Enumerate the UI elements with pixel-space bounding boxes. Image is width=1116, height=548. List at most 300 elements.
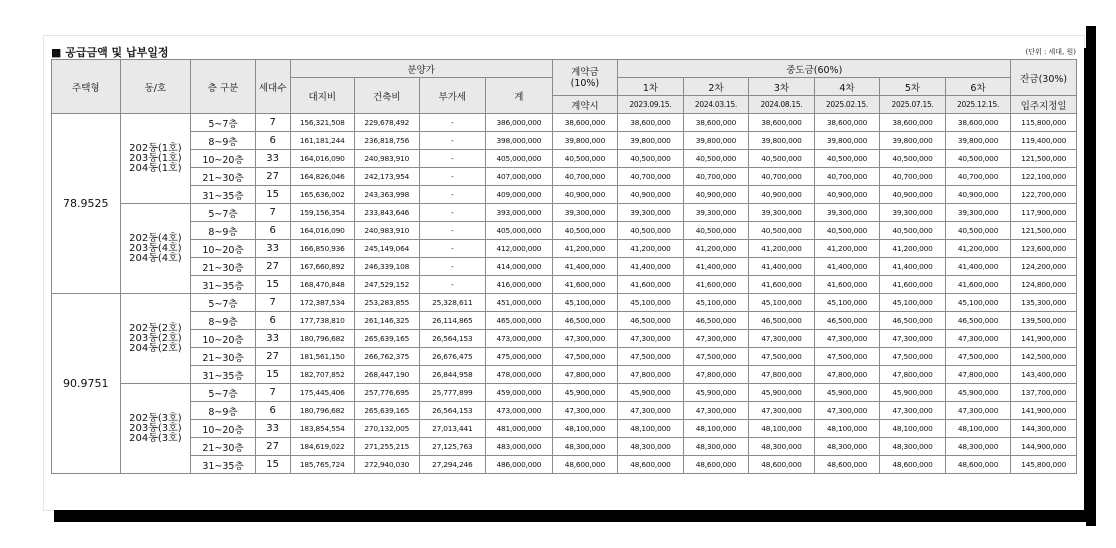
- households-cell: 15: [255, 186, 290, 204]
- amount-cell: 38,600,000: [683, 114, 749, 132]
- amount-cell: 39,800,000: [552, 132, 618, 150]
- amount-cell: 40,500,000: [880, 222, 946, 240]
- amount-cell: 41,400,000: [683, 258, 749, 276]
- amount-cell: 41,200,000: [814, 240, 880, 258]
- amount-cell: 266,762,375: [355, 348, 420, 366]
- table-row: [52, 456, 1077, 474]
- amount-cell: 414,000,000: [486, 258, 553, 276]
- amount-cell: 486,000,000: [486, 456, 553, 474]
- header-balance-when: 입주지정일: [1011, 96, 1077, 114]
- amount-cell: 39,300,000: [814, 204, 880, 222]
- header-interim-3: 3차: [749, 78, 815, 96]
- amount-cell: 40,500,000: [749, 150, 815, 168]
- amount-cell: 47,800,000: [683, 366, 749, 384]
- header-deposit-pct: (10%): [570, 77, 600, 89]
- dong-label: 202동(2호): [129, 322, 182, 334]
- households-cell: 33: [255, 240, 290, 258]
- amount-cell: 473,000,000: [486, 402, 553, 420]
- amount-cell: 47,300,000: [683, 402, 749, 420]
- amount-cell: 39,800,000: [945, 132, 1011, 150]
- amount-cell: 143,400,000: [1011, 366, 1077, 384]
- amount-cell: 48,300,000: [552, 438, 618, 456]
- amount-cell: 47,300,000: [814, 330, 880, 348]
- households-cell: 33: [255, 150, 290, 168]
- floor-cell: 10~20층: [191, 240, 256, 258]
- header-vat: 부가세: [419, 78, 486, 114]
- header-interim-date-3: 2024.08.15.: [749, 96, 815, 114]
- amount-cell: 478,000,000: [486, 366, 553, 384]
- amount-cell: 40,500,000: [552, 222, 618, 240]
- amount-cell: 386,000,000: [486, 114, 553, 132]
- dong-cell: [120, 204, 191, 294]
- amount-cell: 240,983,910: [355, 222, 420, 240]
- amount-cell: 26,114,865: [419, 312, 486, 330]
- table-row: [52, 222, 1077, 240]
- amount-cell: 39,800,000: [880, 132, 946, 150]
- amount-cell: 265,639,165: [355, 330, 420, 348]
- amount-cell: 122,700,000: [1011, 186, 1077, 204]
- table-row: [52, 186, 1077, 204]
- amount-cell: 47,300,000: [749, 402, 815, 420]
- dong-label: 202동(4호): [129, 232, 182, 244]
- amount-cell: 41,600,000: [814, 276, 880, 294]
- amount-cell: 45,100,000: [552, 294, 618, 312]
- amount-cell: 47,300,000: [552, 402, 618, 420]
- amount-cell: 27,294,246: [419, 456, 486, 474]
- amount-cell: 45,100,000: [618, 294, 684, 312]
- amount-cell: 47,800,000: [814, 366, 880, 384]
- header-deposit-when: 계약시: [552, 96, 618, 114]
- table-row: [52, 402, 1077, 420]
- amount-cell: 164,016,090: [290, 150, 355, 168]
- dong-label: 204동(1호): [129, 162, 182, 174]
- amount-cell: 247,529,152: [355, 276, 420, 294]
- amount-cell: 45,100,000: [683, 294, 749, 312]
- amount-cell: 135,300,000: [1011, 294, 1077, 312]
- households-cell: 27: [255, 438, 290, 456]
- floor-cell: 8~9층: [191, 222, 256, 240]
- amount-cell: 265,639,165: [355, 402, 420, 420]
- amount-cell: 180,796,682: [290, 330, 355, 348]
- amount-cell: 47,800,000: [880, 366, 946, 384]
- amount-cell: 465,000,000: [486, 312, 553, 330]
- amount-cell: 41,400,000: [552, 258, 618, 276]
- amount-cell: 48,600,000: [618, 456, 684, 474]
- amount-cell: 47,300,000: [880, 330, 946, 348]
- page-title: ■ 공급금액 및 납부일정: [51, 46, 169, 59]
- amount-cell: 38,600,000: [552, 114, 618, 132]
- amount-cell: 175,445,406: [290, 384, 355, 402]
- amount-cell: 40,500,000: [618, 150, 684, 168]
- floor-cell: 5~7층: [191, 114, 256, 132]
- table-row: [52, 276, 1077, 294]
- amount-cell: 25,328,611: [419, 294, 486, 312]
- floor-cell: 21~30층: [191, 168, 256, 186]
- amount-cell: 122,100,000: [1011, 168, 1077, 186]
- amount-cell: 47,500,000: [749, 348, 815, 366]
- amount-cell: 144,900,000: [1011, 438, 1077, 456]
- amount-cell: 45,900,000: [683, 384, 749, 402]
- amount-cell: 25,777,899: [419, 384, 486, 402]
- amount-cell: 124,800,000: [1011, 276, 1077, 294]
- table-row: [52, 348, 1077, 366]
- amount-cell: 45,900,000: [814, 384, 880, 402]
- amount-cell: 47,500,000: [552, 348, 618, 366]
- header-balance: 잔금(30%): [1011, 60, 1077, 96]
- amount-cell: 48,100,000: [683, 420, 749, 438]
- amount-cell: 47,500,000: [945, 348, 1011, 366]
- amount-cell: 236,818,756: [355, 132, 420, 150]
- amount-cell: 409,000,000: [486, 186, 553, 204]
- amount-cell: 229,678,492: [355, 114, 420, 132]
- amount-cell: 47,300,000: [945, 330, 1011, 348]
- amount-cell: 45,900,000: [618, 384, 684, 402]
- amount-cell: 46,500,000: [945, 312, 1011, 330]
- amount-cell: 405,000,000: [486, 222, 553, 240]
- amount-cell: 40,500,000: [749, 222, 815, 240]
- dong-label: 204동(2호): [129, 342, 182, 354]
- households-cell: 27: [255, 168, 290, 186]
- amount-cell: -: [419, 186, 486, 204]
- amount-cell: 416,000,000: [486, 276, 553, 294]
- header-households: 세대수: [255, 60, 290, 114]
- table-row: [52, 168, 1077, 186]
- households-cell: 7: [255, 384, 290, 402]
- amount-cell: 40,500,000: [552, 150, 618, 168]
- amount-cell: 45,900,000: [880, 384, 946, 402]
- header-interim-date-1: 2023.09.15.: [618, 96, 684, 114]
- amount-cell: 40,900,000: [683, 186, 749, 204]
- price-table-body: [52, 114, 1077, 474]
- amount-cell: 46,500,000: [683, 312, 749, 330]
- floor-cell: 10~20층: [191, 330, 256, 348]
- table-row: [52, 132, 1077, 150]
- amount-cell: 167,660,892: [290, 258, 355, 276]
- amount-cell: 38,600,000: [945, 114, 1011, 132]
- header-building: 건축비: [355, 78, 420, 114]
- amount-cell: 47,800,000: [945, 366, 1011, 384]
- amount-cell: 39,800,000: [814, 132, 880, 150]
- amount-cell: 47,300,000: [618, 402, 684, 420]
- amount-cell: 164,016,090: [290, 222, 355, 240]
- amount-cell: 48,600,000: [880, 456, 946, 474]
- floor-cell: 8~9층: [191, 132, 256, 150]
- households-cell: 15: [255, 456, 290, 474]
- amount-cell: 40,900,000: [552, 186, 618, 204]
- amount-cell: 47,500,000: [683, 348, 749, 366]
- amount-cell: 141,900,000: [1011, 402, 1077, 420]
- amount-cell: 46,500,000: [618, 312, 684, 330]
- header-interim-date-2: 2024.03.15.: [683, 96, 749, 114]
- amount-cell: 40,700,000: [683, 168, 749, 186]
- amount-cell: 41,400,000: [618, 258, 684, 276]
- amount-cell: 48,600,000: [683, 456, 749, 474]
- amount-cell: 117,900,000: [1011, 204, 1077, 222]
- amount-cell: 121,500,000: [1011, 222, 1077, 240]
- table-row: [52, 204, 1077, 222]
- amount-cell: -: [419, 168, 486, 186]
- amount-cell: 39,300,000: [880, 204, 946, 222]
- amount-cell: 39,800,000: [683, 132, 749, 150]
- amount-cell: 177,738,810: [290, 312, 355, 330]
- amount-cell: 40,900,000: [945, 186, 1011, 204]
- amount-cell: 164,826,046: [290, 168, 355, 186]
- amount-cell: 121,500,000: [1011, 150, 1077, 168]
- households-cell: 6: [255, 222, 290, 240]
- amount-cell: 48,300,000: [880, 438, 946, 456]
- amount-cell: 47,300,000: [880, 402, 946, 420]
- unit-type-cell: 78.9525: [52, 114, 121, 294]
- amount-cell: 47,800,000: [618, 366, 684, 384]
- amount-cell: 45,100,000: [814, 294, 880, 312]
- header-interim-date-5: 2025.07.15.: [880, 96, 946, 114]
- amount-cell: 40,900,000: [749, 186, 815, 204]
- amount-cell: 123,600,000: [1011, 240, 1077, 258]
- amount-cell: 168,470,848: [290, 276, 355, 294]
- amount-cell: 47,300,000: [814, 402, 880, 420]
- amount-cell: 40,700,000: [552, 168, 618, 186]
- dong-label: 203동(4호): [129, 242, 182, 254]
- header-interim-date-4: 2025.02.15.: [814, 96, 880, 114]
- amount-cell: 41,400,000: [945, 258, 1011, 276]
- amount-cell: 142,500,000: [1011, 348, 1077, 366]
- header-interim-5: 5차: [880, 78, 946, 96]
- amount-cell: 271,255,215: [355, 438, 420, 456]
- amount-cell: 40,700,000: [749, 168, 815, 186]
- amount-cell: -: [419, 258, 486, 276]
- table-row: [52, 294, 1077, 312]
- amount-cell: 26,564,153: [419, 402, 486, 420]
- amount-cell: 48,300,000: [749, 438, 815, 456]
- amount-cell: 475,000,000: [486, 348, 553, 366]
- table-row: [52, 258, 1077, 276]
- amount-cell: 185,765,724: [290, 456, 355, 474]
- amount-cell: 41,400,000: [880, 258, 946, 276]
- amount-cell: 159,156,354: [290, 204, 355, 222]
- amount-cell: 137,700,000: [1011, 384, 1077, 402]
- households-cell: 6: [255, 402, 290, 420]
- amount-cell: 180,796,682: [290, 402, 355, 420]
- amount-cell: 38,600,000: [814, 114, 880, 132]
- amount-cell: 39,800,000: [749, 132, 815, 150]
- header-deposit: [552, 60, 618, 96]
- amount-cell: 144,300,000: [1011, 420, 1077, 438]
- amount-cell: 48,100,000: [618, 420, 684, 438]
- amount-cell: 39,300,000: [618, 204, 684, 222]
- households-cell: 27: [255, 258, 290, 276]
- amount-cell: 119,400,000: [1011, 132, 1077, 150]
- amount-cell: 48,100,000: [880, 420, 946, 438]
- households-cell: 7: [255, 114, 290, 132]
- households-cell: 6: [255, 312, 290, 330]
- table-row: [52, 366, 1077, 384]
- unit-note: (단위 : 세대, 원): [1025, 48, 1076, 56]
- table-row: [52, 240, 1077, 258]
- amount-cell: 40,900,000: [880, 186, 946, 204]
- amount-cell: 48,600,000: [749, 456, 815, 474]
- floor-cell: 31~35층: [191, 276, 256, 294]
- amount-cell: 45,900,000: [552, 384, 618, 402]
- amount-cell: -: [419, 276, 486, 294]
- floor-cell: 21~30층: [191, 348, 256, 366]
- table-row: [52, 150, 1077, 168]
- amount-cell: 39,300,000: [683, 204, 749, 222]
- amount-cell: -: [419, 132, 486, 150]
- amount-cell: 40,500,000: [945, 150, 1011, 168]
- amount-cell: 48,100,000: [749, 420, 815, 438]
- table-row: [52, 114, 1077, 132]
- amount-cell: 245,149,064: [355, 240, 420, 258]
- amount-cell: 48,600,000: [814, 456, 880, 474]
- households-cell: 15: [255, 366, 290, 384]
- header-interim-4: 4차: [814, 78, 880, 96]
- amount-cell: -: [419, 204, 486, 222]
- amount-cell: 48,300,000: [814, 438, 880, 456]
- amount-cell: 40,500,000: [683, 222, 749, 240]
- amount-cell: 41,200,000: [683, 240, 749, 258]
- floor-cell: 31~35층: [191, 366, 256, 384]
- amount-cell: 261,146,325: [355, 312, 420, 330]
- amount-cell: 240,983,910: [355, 150, 420, 168]
- table-row: [52, 312, 1077, 330]
- amount-cell: 40,700,000: [618, 168, 684, 186]
- floor-cell: 31~35층: [191, 186, 256, 204]
- amount-cell: 412,000,000: [486, 240, 553, 258]
- amount-cell: 398,000,000: [486, 132, 553, 150]
- header-sale-price: 분양가: [290, 60, 552, 78]
- dong-cell: [120, 294, 191, 384]
- amount-cell: 242,173,954: [355, 168, 420, 186]
- amount-cell: 48,300,000: [683, 438, 749, 456]
- amount-cell: 45,100,000: [749, 294, 815, 312]
- dong-label: 203동(3호): [129, 422, 182, 434]
- amount-cell: 451,000,000: [486, 294, 553, 312]
- amount-cell: -: [419, 240, 486, 258]
- amount-cell: 483,000,000: [486, 438, 553, 456]
- amount-cell: 270,132,005: [355, 420, 420, 438]
- amount-cell: 41,600,000: [618, 276, 684, 294]
- amount-cell: 393,000,000: [486, 204, 553, 222]
- frame-shadow: [1086, 26, 1096, 526]
- amount-cell: 26,676,475: [419, 348, 486, 366]
- amount-cell: 145,800,000: [1011, 456, 1077, 474]
- table-row: [52, 420, 1077, 438]
- amount-cell: -: [419, 114, 486, 132]
- amount-cell: 182,707,852: [290, 366, 355, 384]
- amount-cell: 47,300,000: [618, 330, 684, 348]
- amount-cell: 48,100,000: [945, 420, 1011, 438]
- amount-cell: 41,600,000: [945, 276, 1011, 294]
- amount-cell: 27,125,763: [419, 438, 486, 456]
- price-table: [51, 59, 1077, 474]
- table-row: [52, 384, 1077, 402]
- amount-cell: 48,300,000: [945, 438, 1011, 456]
- amount-cell: 45,900,000: [749, 384, 815, 402]
- amount-cell: -: [419, 222, 486, 240]
- amount-cell: 184,619,022: [290, 438, 355, 456]
- amount-cell: 172,387,534: [290, 294, 355, 312]
- amount-cell: 48,600,000: [552, 456, 618, 474]
- amount-cell: 166,850,936: [290, 240, 355, 258]
- header-floor: 층 구분: [191, 60, 256, 114]
- households-cell: 33: [255, 330, 290, 348]
- amount-cell: 41,200,000: [749, 240, 815, 258]
- dong-label: 203동(1호): [129, 152, 182, 164]
- households-cell: 6: [255, 132, 290, 150]
- amount-cell: 161,181,244: [290, 132, 355, 150]
- dong-cell: [120, 384, 191, 474]
- amount-cell: 48,300,000: [618, 438, 684, 456]
- header-deposit-label: 계약금: [571, 66, 599, 78]
- amount-cell: 156,321,508: [290, 114, 355, 132]
- amount-cell: 405,000,000: [486, 150, 553, 168]
- amount-cell: 47,300,000: [683, 330, 749, 348]
- floor-cell: 8~9층: [191, 402, 256, 420]
- price-schedule-panel: [44, 36, 1084, 510]
- amount-cell: 46,500,000: [814, 312, 880, 330]
- amount-cell: 47,500,000: [618, 348, 684, 366]
- amount-cell: 181,561,150: [290, 348, 355, 366]
- amount-cell: 40,500,000: [880, 150, 946, 168]
- amount-cell: 46,500,000: [880, 312, 946, 330]
- header-type: 주택형: [52, 60, 121, 114]
- amount-cell: 40,500,000: [814, 222, 880, 240]
- amount-cell: 26,844,958: [419, 366, 486, 384]
- header-dong: 동/호: [120, 60, 191, 114]
- amount-cell: 40,700,000: [945, 168, 1011, 186]
- amount-cell: 41,600,000: [683, 276, 749, 294]
- amount-cell: 139,500,000: [1011, 312, 1077, 330]
- dong-cell: [120, 114, 191, 204]
- amount-cell: 272,940,030: [355, 456, 420, 474]
- header-total: 계: [486, 78, 553, 114]
- amount-cell: 48,100,000: [814, 420, 880, 438]
- amount-cell: 38,600,000: [749, 114, 815, 132]
- amount-cell: 41,600,000: [552, 276, 618, 294]
- floor-cell: 31~35층: [191, 456, 256, 474]
- amount-cell: 26,564,153: [419, 330, 486, 348]
- amount-cell: 165,636,002: [290, 186, 355, 204]
- amount-cell: 41,200,000: [618, 240, 684, 258]
- amount-cell: 46,500,000: [552, 312, 618, 330]
- header-interim-6: 6차: [945, 78, 1011, 96]
- amount-cell: 257,776,695: [355, 384, 420, 402]
- floor-cell: 8~9층: [191, 312, 256, 330]
- amount-cell: 459,000,000: [486, 384, 553, 402]
- floor-cell: 5~7층: [191, 204, 256, 222]
- amount-cell: 48,600,000: [945, 456, 1011, 474]
- header-interim-date-6: 2025.12.15.: [945, 96, 1011, 114]
- header-interim-2: 2차: [683, 78, 749, 96]
- floor-cell: 10~20층: [191, 420, 256, 438]
- amount-cell: 246,339,108: [355, 258, 420, 276]
- amount-cell: 40,700,000: [814, 168, 880, 186]
- amount-cell: 38,600,000: [880, 114, 946, 132]
- amount-cell: 45,900,000: [945, 384, 1011, 402]
- dong-label: 204동(3호): [129, 432, 182, 444]
- amount-cell: 407,000,000: [486, 168, 553, 186]
- amount-cell: 41,400,000: [814, 258, 880, 276]
- floor-cell: 5~7층: [191, 384, 256, 402]
- table-row: [52, 438, 1077, 456]
- amount-cell: 47,800,000: [749, 366, 815, 384]
- amount-cell: 45,100,000: [945, 294, 1011, 312]
- amount-cell: 47,800,000: [552, 366, 618, 384]
- header-interim-1: 1차: [618, 78, 684, 96]
- amount-cell: 115,800,000: [1011, 114, 1077, 132]
- households-cell: 15: [255, 276, 290, 294]
- dong-label: 202동(3호): [129, 412, 182, 424]
